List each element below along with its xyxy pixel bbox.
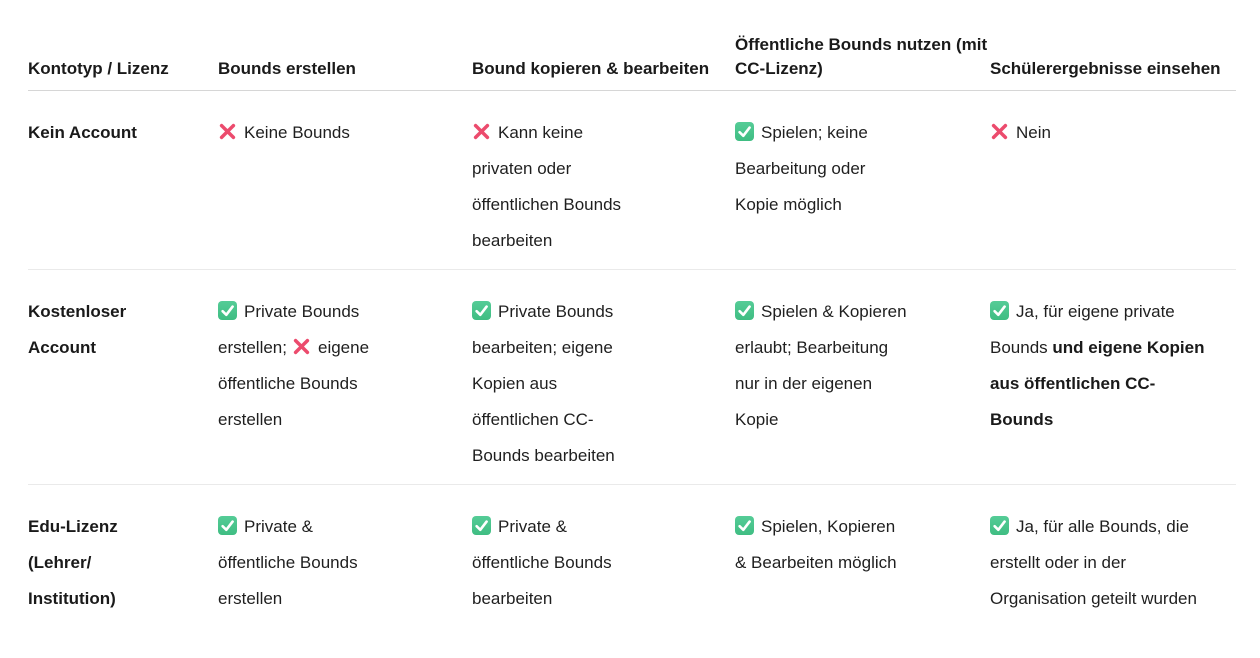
cell-text: Ja, für eigene private Bounds	[990, 302, 1175, 357]
permissions-table	[28, 0, 1236, 627]
cross-icon	[218, 122, 237, 141]
cross-icon	[472, 122, 491, 141]
cell-text: Spielen, Kopieren & Bearbeiten möglich	[735, 517, 897, 572]
column-header-bound-kopieren: Bound kopieren & bearbeiten	[472, 59, 710, 78]
cell-text: und eigene Kopien aus öffentlichen CC-Bounds	[990, 338, 1205, 429]
check-icon	[218, 301, 237, 320]
table-cell	[472, 91, 735, 269]
table-cell	[218, 485, 472, 627]
cell-text: Private & öffentliche Bounds bearbeiten	[472, 517, 612, 608]
cell-text: Private Bounds erstellen;	[218, 302, 360, 357]
table-cell	[218, 91, 472, 269]
cell-text: Spielen & Kopieren erlaubt; Bearbeitung nur in der eigenen Kopie	[735, 302, 907, 429]
table-cell	[735, 91, 990, 269]
cross-icon	[990, 122, 1009, 141]
row-label: Kostenloser Account	[28, 302, 127, 357]
check-icon	[472, 301, 491, 320]
table-body	[28, 91, 1236, 627]
table-row	[28, 91, 1236, 270]
cell-text: eigene öffentliche Bounds erstellen	[218, 338, 370, 429]
check-icon	[735, 122, 754, 141]
column-header-oeffentliche-bounds: Öffentliche Bounds nutzen (mit CC-Lizenz)	[735, 35, 988, 78]
check-icon	[472, 516, 491, 535]
table-row	[28, 485, 1236, 627]
table-cell	[218, 270, 472, 484]
table-row	[28, 270, 1236, 485]
check-icon	[735, 516, 754, 535]
table-cell	[990, 485, 1236, 627]
row-label: Kein Account	[28, 123, 137, 142]
table-header-row	[28, 0, 1236, 91]
table-cell	[472, 485, 735, 627]
check-icon	[990, 516, 1009, 535]
column-header-bounds-erstellen: Bounds erstellen	[218, 59, 356, 78]
table-cell	[472, 270, 735, 484]
table-cell	[990, 91, 1236, 269]
check-icon	[735, 301, 754, 320]
column-header-kontotyp: Kontotyp / Lizenz	[28, 59, 169, 78]
cell-text: Private & öffentliche Bounds erstellen	[218, 517, 358, 608]
table-cell	[990, 270, 1236, 484]
cell-text: Private Bounds bearbeiten; eigene Kopien aus öffentlichen CC-Bounds bearbeiten	[472, 302, 615, 465]
table-cell	[735, 270, 990, 484]
column-header-schuelerergebnisse: Schülerergebnisse einsehen	[990, 59, 1221, 78]
cell-text: Keine Bounds	[244, 123, 350, 142]
table-cell	[735, 485, 990, 627]
check-icon	[218, 516, 237, 535]
cell-text: Kann keine privaten oder öffentlichen Bounds bearbeiten	[472, 123, 622, 250]
cell-text: Nein	[1016, 123, 1051, 142]
cell-text: Spielen; keine Bearbeitung oder Kopie möglich	[735, 123, 868, 214]
check-icon	[990, 301, 1009, 320]
cell-text: Ja, für alle Bounds, die erstellt oder in der Organisation geteilt wurden	[990, 517, 1197, 608]
cross-icon	[292, 337, 311, 356]
row-label: Edu-Lizenz (Lehrer/​Institution)	[28, 517, 118, 608]
